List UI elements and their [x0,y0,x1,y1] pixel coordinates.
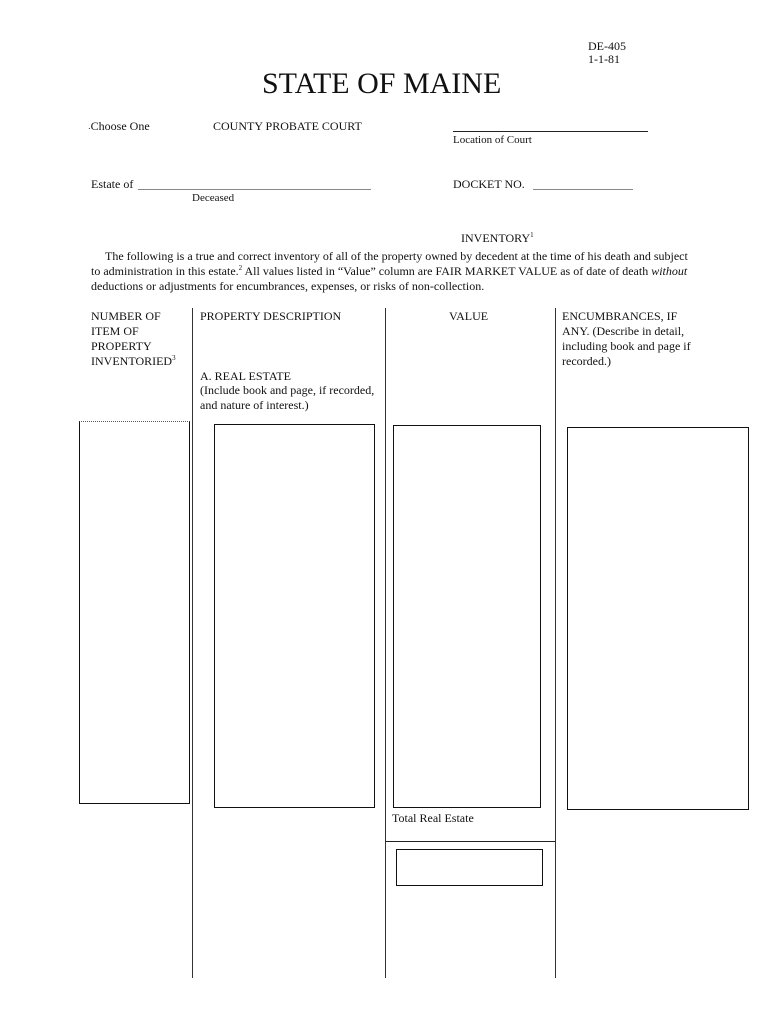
statement-footnote-ref: 2 [238,264,243,272]
court-label: COUNTY PROBATE COURT [213,119,362,133]
dropdown-marker-icon: ․ [88,122,91,131]
docket-number-field[interactable] [533,177,633,190]
real-estate-note: (Include book and page, if recorded, and nature of interest.) [200,383,375,412]
column-header-number [91,309,181,369]
location-of-court-field[interactable] [453,131,648,132]
deceased-label: Deceased [192,192,235,204]
column-divider-1 [192,308,193,978]
inventory-heading [461,231,534,246]
form-number: DE-405 [588,39,626,53]
statement-without: without [651,264,688,278]
inventory-heading-text: INVENTORY [461,231,531,245]
property-description-input[interactable] [214,424,375,808]
column-header-value: VALUE [449,309,489,323]
real-estate-heading: A. REAL ESTATE [200,369,291,383]
column-header-encumbrances: ENCUMBRANCES, IF ANY. (Describe in detail, including book and page if recorded.) [562,309,691,368]
encumbrances-input[interactable] [567,427,749,810]
item-number-input[interactable] [79,421,190,804]
column-header-number-text: NUMBER OF ITEM OF PROPERTY INVENTORIED [91,309,173,368]
docket-label: DOCKET NO. [453,177,525,191]
inventory-statement [91,249,689,294]
total-real-estate-input[interactable] [396,849,543,886]
statement-part3: deductions or adjustments for encumbrances, expenses, or risks of non-collection. [91,279,485,293]
statement-part2: All values listed in “Value” column are FAIR MARKET VALUE as of date of death [244,264,649,278]
location-of-court-label: Location of Court [453,134,532,146]
form-date: 1-1-81 [588,52,620,66]
column-header-description: PROPERTY DESCRIPTION [200,309,342,323]
total-divider [385,841,555,842]
column-divider-3 [555,308,556,978]
page-title: STATE OF MAINE [262,67,502,100]
estate-label: Estate of [91,177,134,191]
estate-name-field[interactable] [138,177,371,190]
column-divider-2 [385,308,386,978]
county-select[interactable] [88,119,150,134]
column-number-footnote-ref: 3 [172,354,176,362]
county-select-label: Choose One [90,119,150,133]
value-input[interactable] [393,425,541,808]
total-real-estate-label: Total Real Estate [392,811,474,825]
statement-part1: The following is a true and correct inventory of all of the property owned by decedent at the time of his death and subject to administration in this estate. [91,249,688,278]
inventory-footnote-ref: 1 [530,231,534,239]
